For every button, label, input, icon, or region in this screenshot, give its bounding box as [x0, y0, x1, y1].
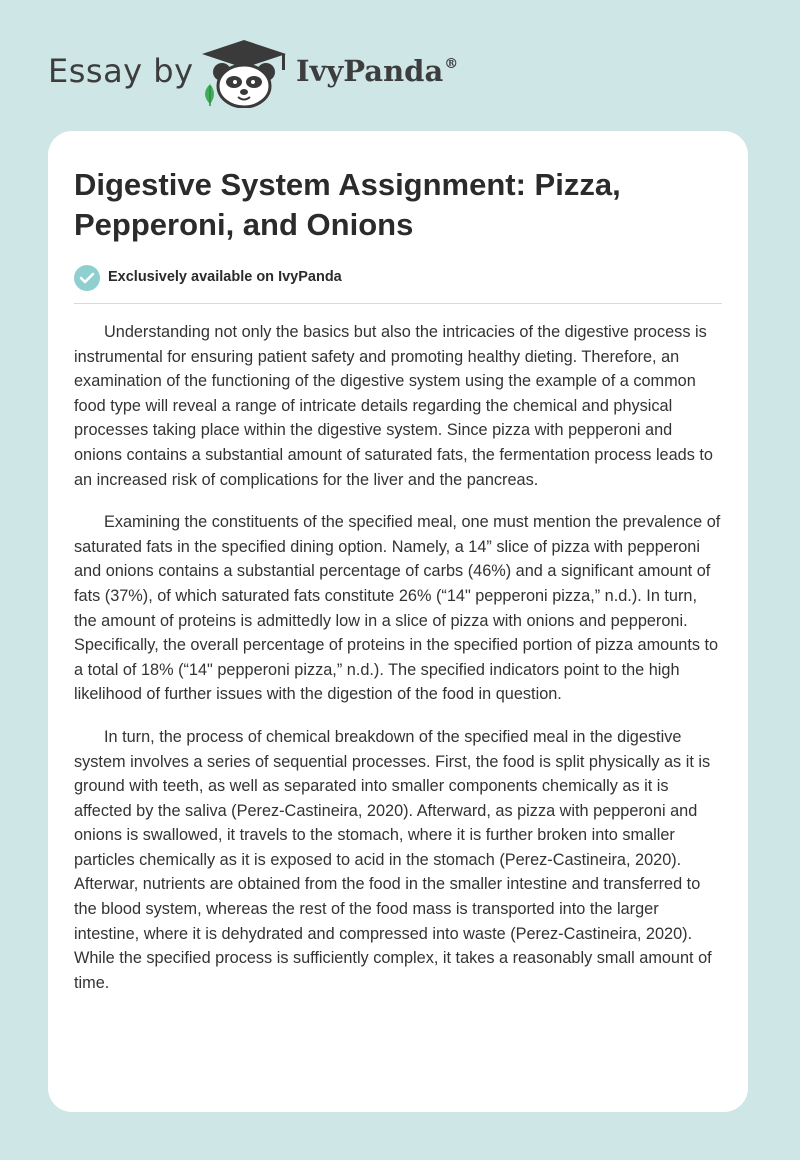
check-icon [74, 265, 100, 291]
article-body [74, 320, 722, 1013]
brand-header [48, 38, 468, 108]
paragraph-1: Understanding not only the basics but also the intricacies of the digestive process is instrumental for ensuring patient safety and promoting healthy dieting. Therefore, an examination of the functioning of the digestive system using the example of a common food type will reveal a range of intricate details regarding the chemical and physical processes taking place within the digestive system. Since pizza with pepperoni and onions contains a substantial amount of saturated fats, the fermentation process leads to an increased risk of complications for the liver and the pancreas. [74, 323, 713, 489]
exclusive-badge-text: Exclusively available on IvyPanda [108, 269, 342, 285]
paragraph-3: In turn, the process of chemical breakdown of the specified meal in the digestive system involves a series of sequential processes. First, the food is split physically as it is ground with teeth, as well as separated into smaller components chemically as it is affected by the saliva (Perez-Castineira, 2020). Afterward, as pizza with pepperoni and onions is swallowed, it travels to the stomach, where it is further broken into smaller particles chemically as it is exposed to acid in the stomach (Perez-Castineira, 2020). Afterwar, nutrients are obtained from the food in the smaller intestine and transferred to the blood system, whereas the rest of the food mass is transported into the larger intestine, where it is dehydrated and compressed into waste (Perez-Castineira, 2020). While the specified process is sufficiently complex, it takes a reasonably small amount of time. [74, 727, 712, 992]
exclusive-badge [74, 265, 474, 291]
article-card [48, 131, 748, 1112]
registered-mark: ® [444, 56, 459, 72]
paragraph-2: Examining the constituents of the specified meal, one must mention the prevalence of saturated fats in the specified dining option. Namely, a 14” slice of pizza with pepperoni and onions contains a substantial percentage of carbs (46%) and a significant amount of fats (37%), of which saturated fats constitute 26% (“14" pepperoni pizza,” n.d.). In turn, the amount of proteins is admittedly low in a slice of pizza with onions and pepperoni. Specifically, the overall percentage of proteins in the specified portion of pizza amounts to a total of 18% (“14" pepperoni pizza,” n.d.). The specified indicators point to the high likelihood of further issues with the digestion of the food in question. [74, 513, 721, 704]
article-title: Digestive System Assignment: Pizza, Pepperoni, and Onions [74, 167, 621, 242]
divider [74, 303, 722, 304]
brand-name-text: IvyPanda [296, 54, 444, 88]
essay-by-label: Essay by [48, 52, 194, 90]
panda-logo-icon[interactable] [198, 38, 290, 108]
brand-name[interactable] [296, 54, 458, 88]
